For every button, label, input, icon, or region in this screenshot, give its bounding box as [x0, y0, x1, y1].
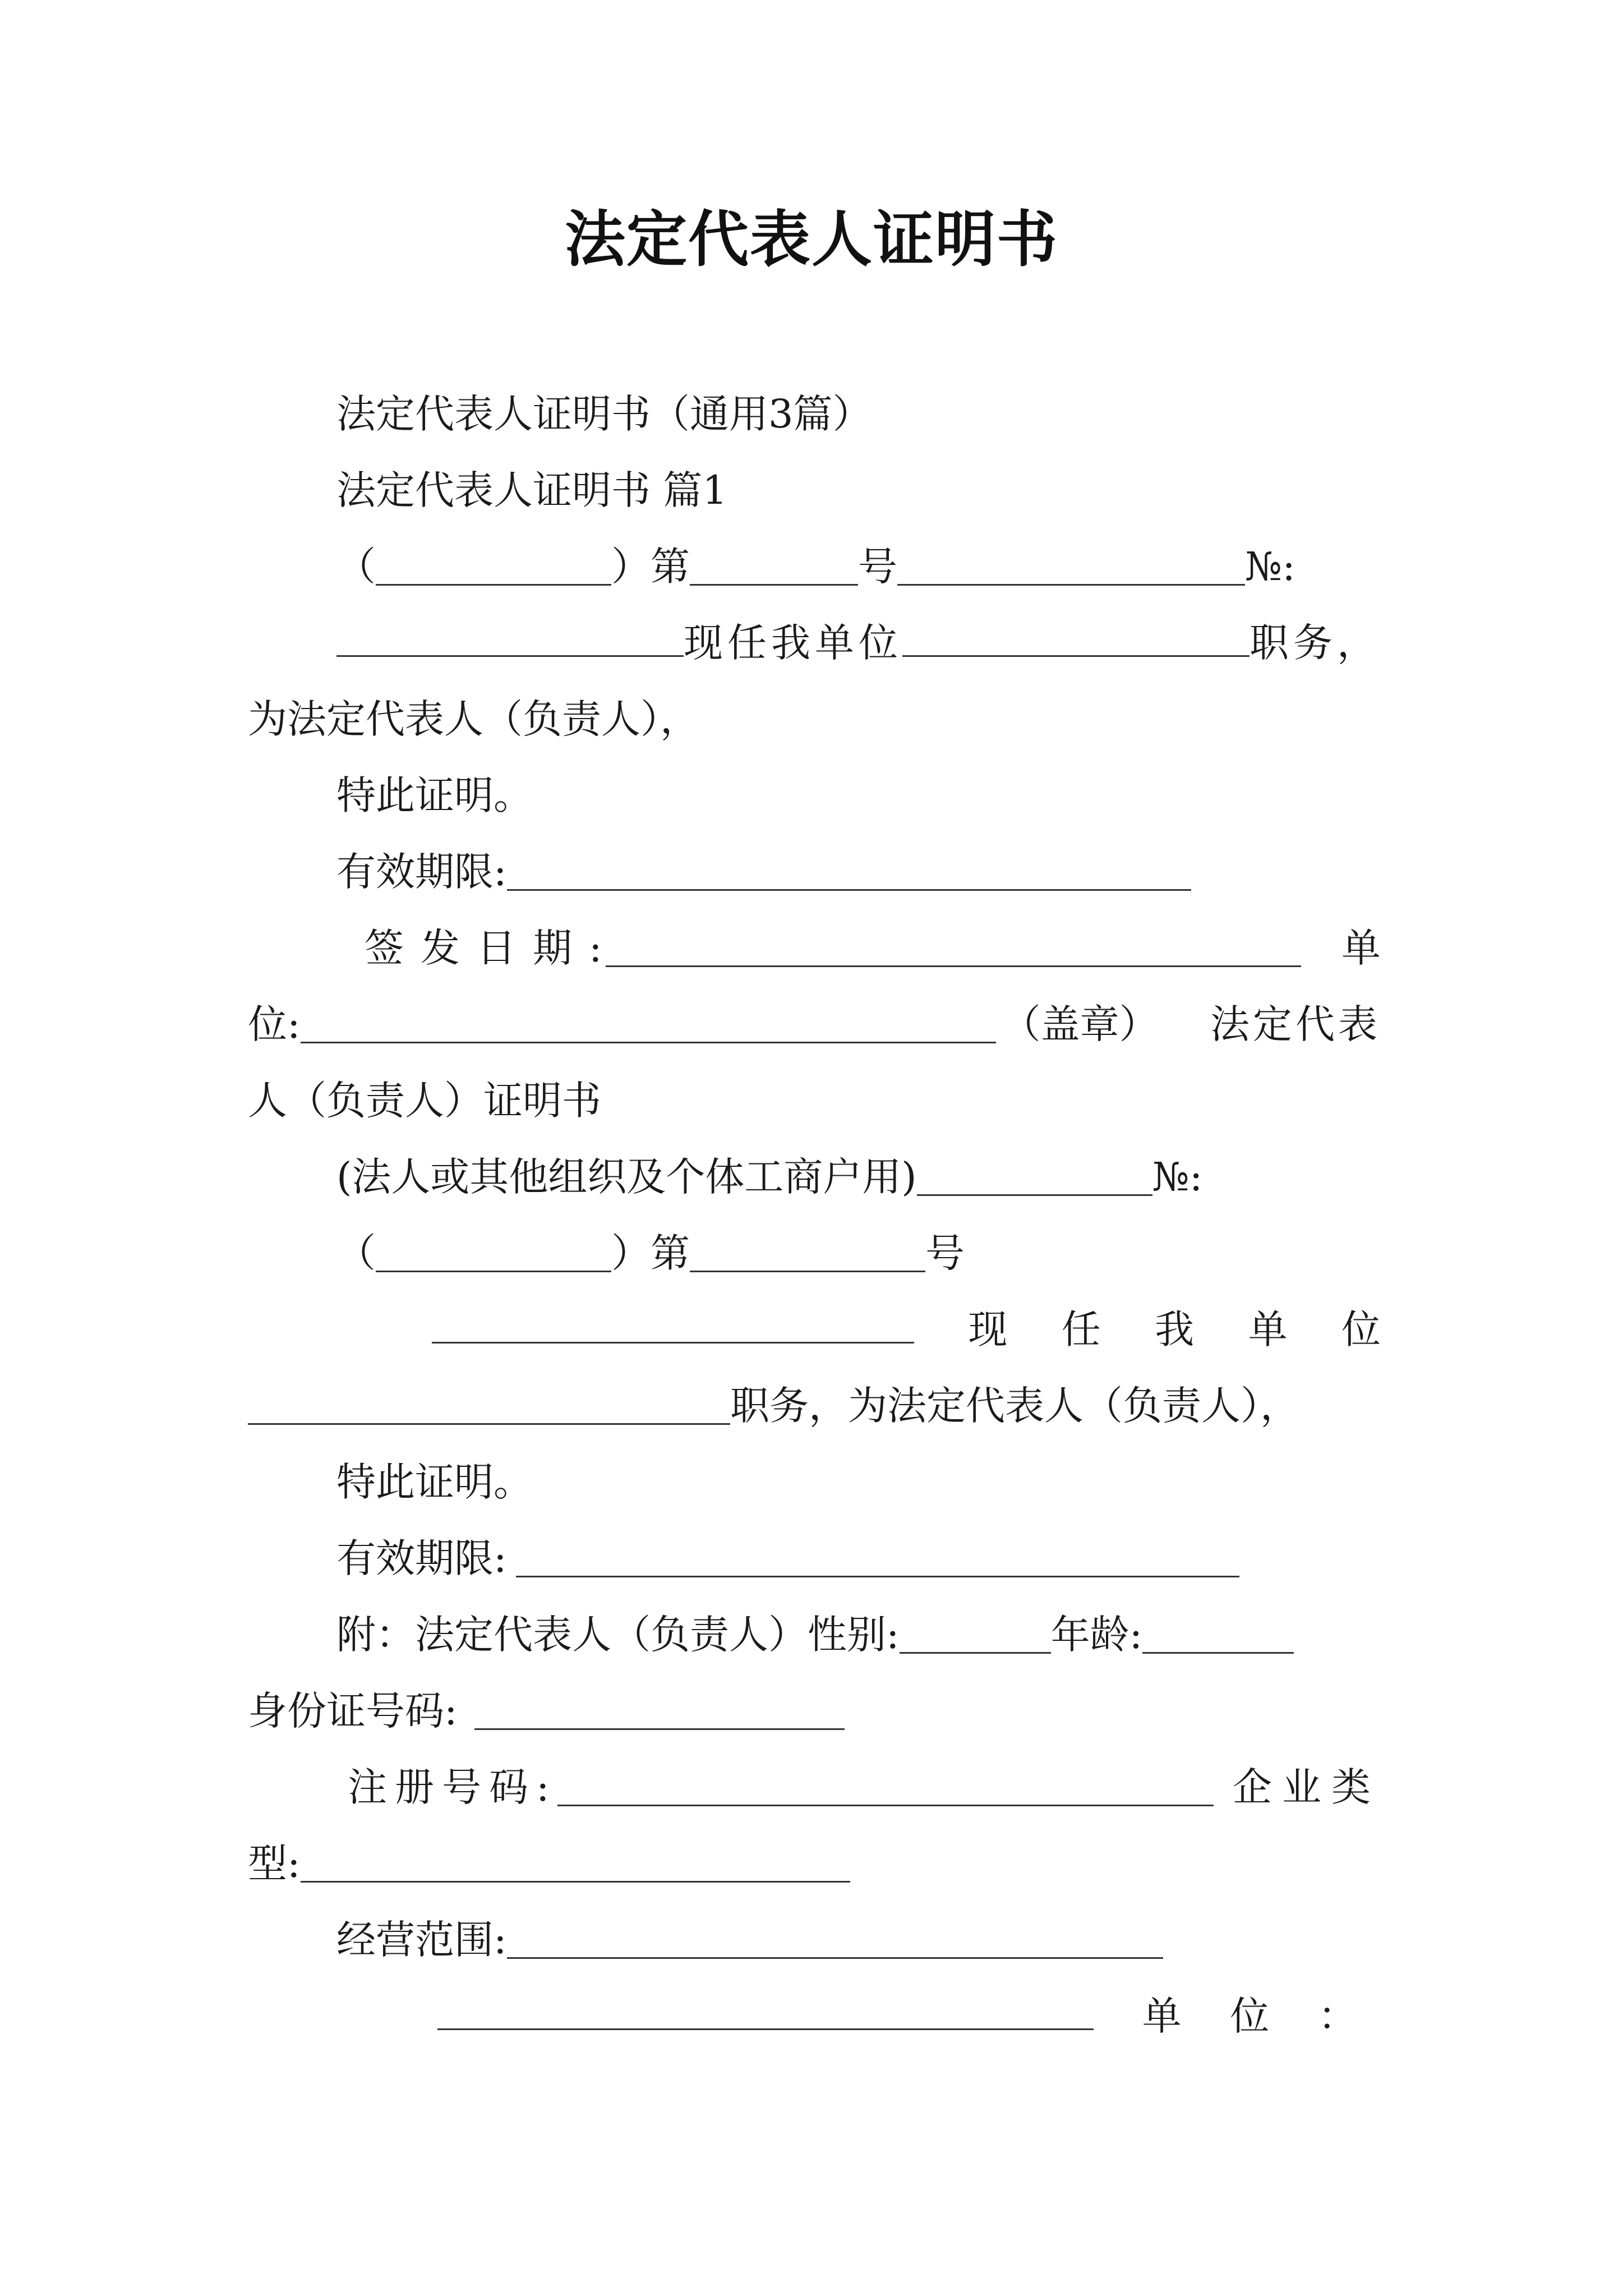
certify-text: 特此证明。: [336, 772, 533, 818]
registration-line: [348, 1760, 1381, 1814]
document-subtitle: 法定代表人证明书（通用3篇）: [336, 391, 872, 437]
hao-label: 号: [858, 544, 897, 590]
business-scope-label: 经营范围:: [336, 1917, 507, 1963]
blank-field[interactable]: [902, 616, 1249, 657]
gender-field[interactable]: [900, 1613, 1051, 1654]
certify-text-2: 特此证明。: [336, 1459, 533, 1505]
gender-label: 附：法定代表人（负责人）性别:: [336, 1612, 900, 1658]
blank-field[interactable]: [690, 1231, 925, 1272]
validity-label: 有效期限:: [336, 849, 507, 895]
blank-field[interactable]: [917, 1155, 1152, 1196]
blank-field[interactable]: [248, 1384, 730, 1425]
hao-label: 号: [925, 1230, 965, 1276]
unit-seal-line: [248, 997, 1381, 1051]
issue-char: 日: [477, 925, 516, 971]
age-label: 年龄:: [1050, 1612, 1143, 1658]
blank-field[interactable]: [376, 545, 611, 586]
id-number-field[interactable]: [474, 1689, 845, 1730]
section-heading: 法定代表人证明书 篇1: [336, 467, 727, 513]
paren-open: （: [336, 1230, 376, 1276]
wei-label: 位:: [248, 1001, 301, 1047]
id-number-label: 身份证号码:: [248, 1688, 458, 1734]
issue-char: :: [589, 925, 602, 971]
issue-char: 期: [533, 925, 572, 971]
xianren-char: 单: [1248, 1306, 1288, 1352]
issue-date-line: [365, 921, 1381, 975]
xianren-text: 现任我单位: [684, 620, 902, 666]
id-number-line: [248, 1684, 845, 1738]
registration-field[interactable]: [557, 1765, 1214, 1806]
company-type-label-cont: 型:: [248, 1841, 301, 1887]
zhiwu-text: 职务，: [1249, 620, 1381, 666]
duty-text: 职务，为法定代表人（负责人），: [730, 1383, 1299, 1429]
blank-field[interactable]: [336, 616, 684, 657]
number-line-2: [336, 1226, 965, 1280]
company-type-field[interactable]: [301, 1842, 850, 1883]
paren-open: （: [336, 544, 376, 590]
validity-line-2: [336, 1531, 1239, 1585]
xianren-char: 位: [1341, 1306, 1381, 1352]
validity-line: [336, 845, 1191, 899]
paren-close-di: ）第: [611, 1230, 690, 1276]
position-line: [336, 616, 1381, 670]
number-sign: №:: [1245, 544, 1295, 590]
legal-rep-text: 法定代表: [1210, 1001, 1381, 1047]
blank-field[interactable]: [432, 1303, 914, 1343]
unit-line: [437, 1989, 1357, 2043]
dan-char: 单: [1341, 925, 1381, 971]
validity-label: 有效期限:: [336, 1535, 507, 1581]
paren-close-di: ）第: [611, 544, 690, 590]
unit-field[interactable]: [437, 1989, 1094, 2030]
issue-char: 签: [365, 925, 404, 971]
unit-char: ：: [1317, 1993, 1357, 2039]
xianren-char: 现: [968, 1306, 1008, 1352]
entity-type-text: (法人或其他组织及个体工商户用): [336, 1154, 917, 1200]
unit-field[interactable]: [301, 1002, 996, 1043]
company-type-label: 企业类: [1233, 1764, 1381, 1810]
number-line: [336, 540, 1295, 593]
business-scope-field[interactable]: [507, 1918, 1163, 1959]
position-line-2: [432, 1303, 1381, 1356]
representative-line: 为法定代表人（负责人），: [248, 696, 699, 742]
number-sign: №:: [1152, 1154, 1203, 1200]
xianren-char: 任: [1061, 1306, 1101, 1352]
entity-type-line: [336, 1150, 1202, 1204]
unit-char: 位: [1230, 1993, 1270, 2039]
issue-char: 发: [421, 925, 460, 971]
business-scope-line: [336, 1913, 1163, 1967]
duty-line: [248, 1379, 1299, 1433]
validity-field[interactable]: [516, 1536, 1239, 1577]
validity-field[interactable]: [507, 850, 1191, 891]
blank-field[interactable]: [690, 545, 858, 586]
age-field[interactable]: [1142, 1613, 1294, 1654]
xianren-char: 我: [1155, 1306, 1195, 1352]
unit-char: 单: [1142, 1993, 1182, 2039]
seal-label: （盖章）: [1001, 1001, 1159, 1047]
blank-field[interactable]: [897, 545, 1245, 586]
issue-date-field[interactable]: [606, 926, 1301, 967]
blank-field[interactable]: [376, 1231, 611, 1272]
gender-age-line: [336, 1608, 1294, 1662]
registration-label: 注册号码:: [348, 1764, 557, 1810]
certificate-title-cont: 人（负责人）证明书: [248, 1078, 601, 1124]
page-title: 法定代表人证明书: [564, 204, 1058, 275]
company-type-line: [248, 1837, 850, 1890]
